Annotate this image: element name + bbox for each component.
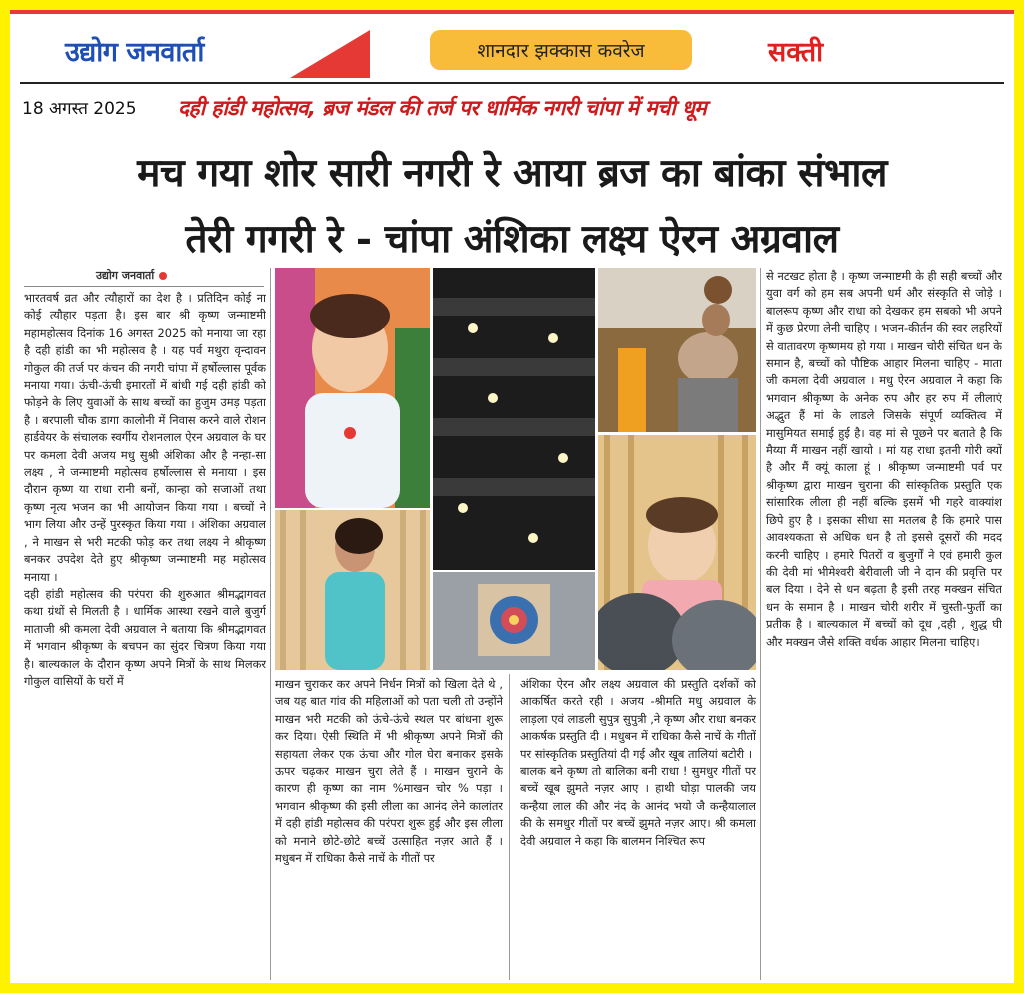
boy-portrait-photo — [275, 268, 430, 508]
column-1-paragraph-1: भारतवर्ष व्रत और त्यौहारों का देश है । प्रतिदिन कोई ना कोई त्यौहार पड़ता है। इस बार श्री कृष्ण जन्माष्टमी महामहोत्सव दिनांक 16 अगस्त 2025 को मनाया जा रहा है दही हांडी का भी महोत्सव है । यह पर्व मथुरा वृन्दावन गोकुल की तर्ज पर कंचन की नगरी चांपा में हर्षोल्लास पूर्वक मनाया गया। ऊंची-ऊंची इमारतों में बांधी गई दही हांडी को फोड़ने के लिए युवाओं के साथ बच्चों का हुजुम उमड़ पड़ता है । बरपाली चौक डागा कालोनी में निवास करने वाले रोशन हार्डवेयर के संचालक स्वर्गीय रोशनलाल ऐरन अग्रवाल के घर पर कमला देवी अजय मधु सुश्री अंशिका और है नन्हा-सा लक्ष्य , ने जन्माष्टमी महोत्सव हर्षोल्लास से मनाया । इस दौरान कृष्ण या राधा रानी बनों, कान्हा को सजाओं तथा कृष्ण नृत्य भजन का भी आयोजन किया गया । बच्चों ने भाग लिया और उन्हें पुरस्कृत किया गया । अंशिका अग्रवाल , ने माखन से भरी मटकी फोड़ कर तथा लक्ष्य ने श्रीकृष्ण बनकर उपदेश देते हुए श्रीकृष्ण जन्माष्टमी मह महोत्सव मनाया । — [24, 291, 266, 584]
byline — [96, 268, 167, 283]
column-3-paragraph-2: बालक बने कृष्ण तो बालिका बनी राधा ! सुमधुर गीतों पर बच्चें खूब झुमते नज़र आए । हाथी घोड़ा पालकी जय कन्हैया लाल की और नंद के आनंद भयो जै कन्हैयालाल की के समधुर गीतों पर बच्चें झुमते नज़र आए। श्री कमला देवी अग्रवाल ने कहा कि बालमन निश्चित रूप — [520, 764, 756, 848]
article-column-1 — [24, 290, 266, 980]
red-wedge-graphic — [290, 30, 370, 78]
byline-divider — [24, 286, 264, 287]
rangoli-floor-photo — [433, 572, 595, 670]
girl-portrait-photo — [275, 510, 430, 670]
coverage-badge: शानदार झक्कास कवरेज — [430, 30, 692, 70]
headline-line-1: मच गया शोर सारी नगरी रे आया ब्रज का बांका संभाल — [137, 150, 887, 196]
dahi-handi-man-photo — [598, 268, 756, 432]
column-divider — [760, 268, 761, 980]
article-column-3 — [520, 676, 756, 980]
masthead — [10, 22, 1014, 80]
red-dot-icon — [159, 272, 167, 280]
top-red-bar — [10, 10, 1014, 14]
article-column-4 — [766, 268, 1002, 980]
column-1-paragraph-2: दही हांडी महोत्सव की परंपरा की शुरुआत श्रीमद्भागवत कथा ग्रंथों से मिलती है । धार्मिक आस्था रखने वाले बुजुर्ग माताजी श्री कमला देवी अग्रवाल ने बताया कि श्रीमद्भागवत में भगवान श्रीकृष्ण के बचपन का सुंदर चित्रण किया गया है। बाल्यकाल के दौरान कृष्ण अपने मित्रों के साथ मिलकर गोकुल वासियों के घरों में — [24, 586, 266, 688]
column-divider — [509, 674, 510, 980]
boy-with-pots-photo — [598, 435, 756, 670]
staircase-night-photo — [433, 268, 595, 570]
city-name: सक्ती — [768, 37, 824, 68]
article-column-2 — [275, 676, 503, 980]
column-3-paragraph-1: अंशिका ऐरन और लक्ष्य अग्रवाल की प्रस्तुति दर्शकों को आकर्षित करते रही । अजय -श्रीमति मधु अग्रवाल के लाड़ला एवं लाडली सुपुत्र सुपुत्री ,ने कृष्ण और राधा बनकर आकर्षक प्रस्तुति दी । मधुबन में राधिका कैसे नाचें के गीतों पर सांस्कृतिक प्रस्तुतियां दी गई और खूब तालियां बटोरी । — [520, 677, 756, 761]
column-divider — [270, 268, 271, 980]
column-4-paragraph: से नटखट होता है । कृष्ण जन्माष्टमी के ही सही बच्चों और युवा वर्ग को हम सब अपनी धर्म और संस्कृति से जोड़े । बालरूप कृष्ण और राधा को देखकर हम सबको भी अपने में कुछ प्रेरणा लेनी चाहिए । भजन-कीर्तन की स्वर लहरियों से वातावरण कृष्णमय हो गया । माखन चोरी संचित धन के समान है, बच्चों को पौष्टिक आहार मिलना चाहिए - माता जी कमला देवी अग्रवाल । मधु ऐरन अग्रवाल ने कहा कि भगवान श्रीकृष्ण के अनेक रुप और हर रुप में लीलाएं अद्भुत हैं मां के लाडले जिसके संपूर्ण व्यक्तित्व में मासुमियत समाई हुई है। वह मां से पूछने पर बताते है कि मैय्या मैं माखन नहीं खायो । मां यह राधा इतनी गोरी क्यों है और मैं क्यूं काला हूं । श्रीकृष्ण जन्माष्टमी पर्व पर श्रीकृष्ण द्वारा माखन चुराना की सांस्कृतिक प्रस्तुति एक सांसारिक लीला ही नहीं बल्कि इसमें भी गहरे वाक्यांश छिपे हुए है । इसका सीधा सा मतलब है कि हमारे पास आवश्यकता से अधिक धन है तो इससे दूसरों की मदद करनी चाहिए । हमारे पितरों व बुजुर्गों ने एवं हमारी कुल की देवी मां भीमेश्वरी बेरीवाली जी ने दान की प्रवृत्ति पर बल दिया । देने से धन बढ़ता है इसी तरह मक्खन संचित धन के समान है । माखन चोरी शरीर में चुस्ती-फुर्ती का प्रतीक है । बाल्यकाल में बच्चों को दूध ,दही , शुद्ध घी और मक्खन जैसे शक्ति वर्धक आहार मिलना चाहिए। — [766, 269, 1002, 649]
column-2-paragraph: माखन चुराकर कर अपने निर्धन मित्रों को खिला देते थे , जब यह बात गांव की महिलाओं को पता चली तो उन्होंने माखन भरी मटकी को ऊंचे-ऊंचे स्थल पर बांधना शुरू कर दिया। ऐसी स्थिति में भी श्रीकृष्ण अपने मित्रों की सहायता लेकर एक ऊंचा और गोल घेरा बनाकर इसके ऊपर चढ़कर माखन चुरा लेते हैं । माखन चुराने के कारण ही कृष्ण का नाम %माखन चोर % पड़ा । भगवान श्रीकृष्ण की इसी लीला का आनंद लेने कालांतर में दही हांडी महोत्सव की परंपरा शुरू हुई और इस लीला को मनाने छोटे-छोटे बच्चें उत्साहित नज़र आते हैं । मधुबन में राधिका कैसे नाचें के गीतों पर — [275, 677, 503, 866]
article-headline — [20, 140, 1004, 272]
headline-line-2: तेरी गगरी रे - चांपा अंशिका लक्ष्य ऐरन अग्रवाल — [185, 216, 839, 262]
byline-text: उद्योग जनवार्ता — [96, 269, 155, 282]
article-kicker: दही हांडी महोत्सव, ब्रज मंडल की तर्ज पर धार्मिक नगरी चांपा में मची धूम — [178, 96, 707, 120]
newspaper-clipping — [10, 10, 1014, 983]
masthead-divider — [20, 82, 1004, 84]
article-date: 18 अगस्त 2025 — [22, 99, 137, 119]
newspaper-brand: उद्योग जनवार्ता — [65, 37, 204, 68]
